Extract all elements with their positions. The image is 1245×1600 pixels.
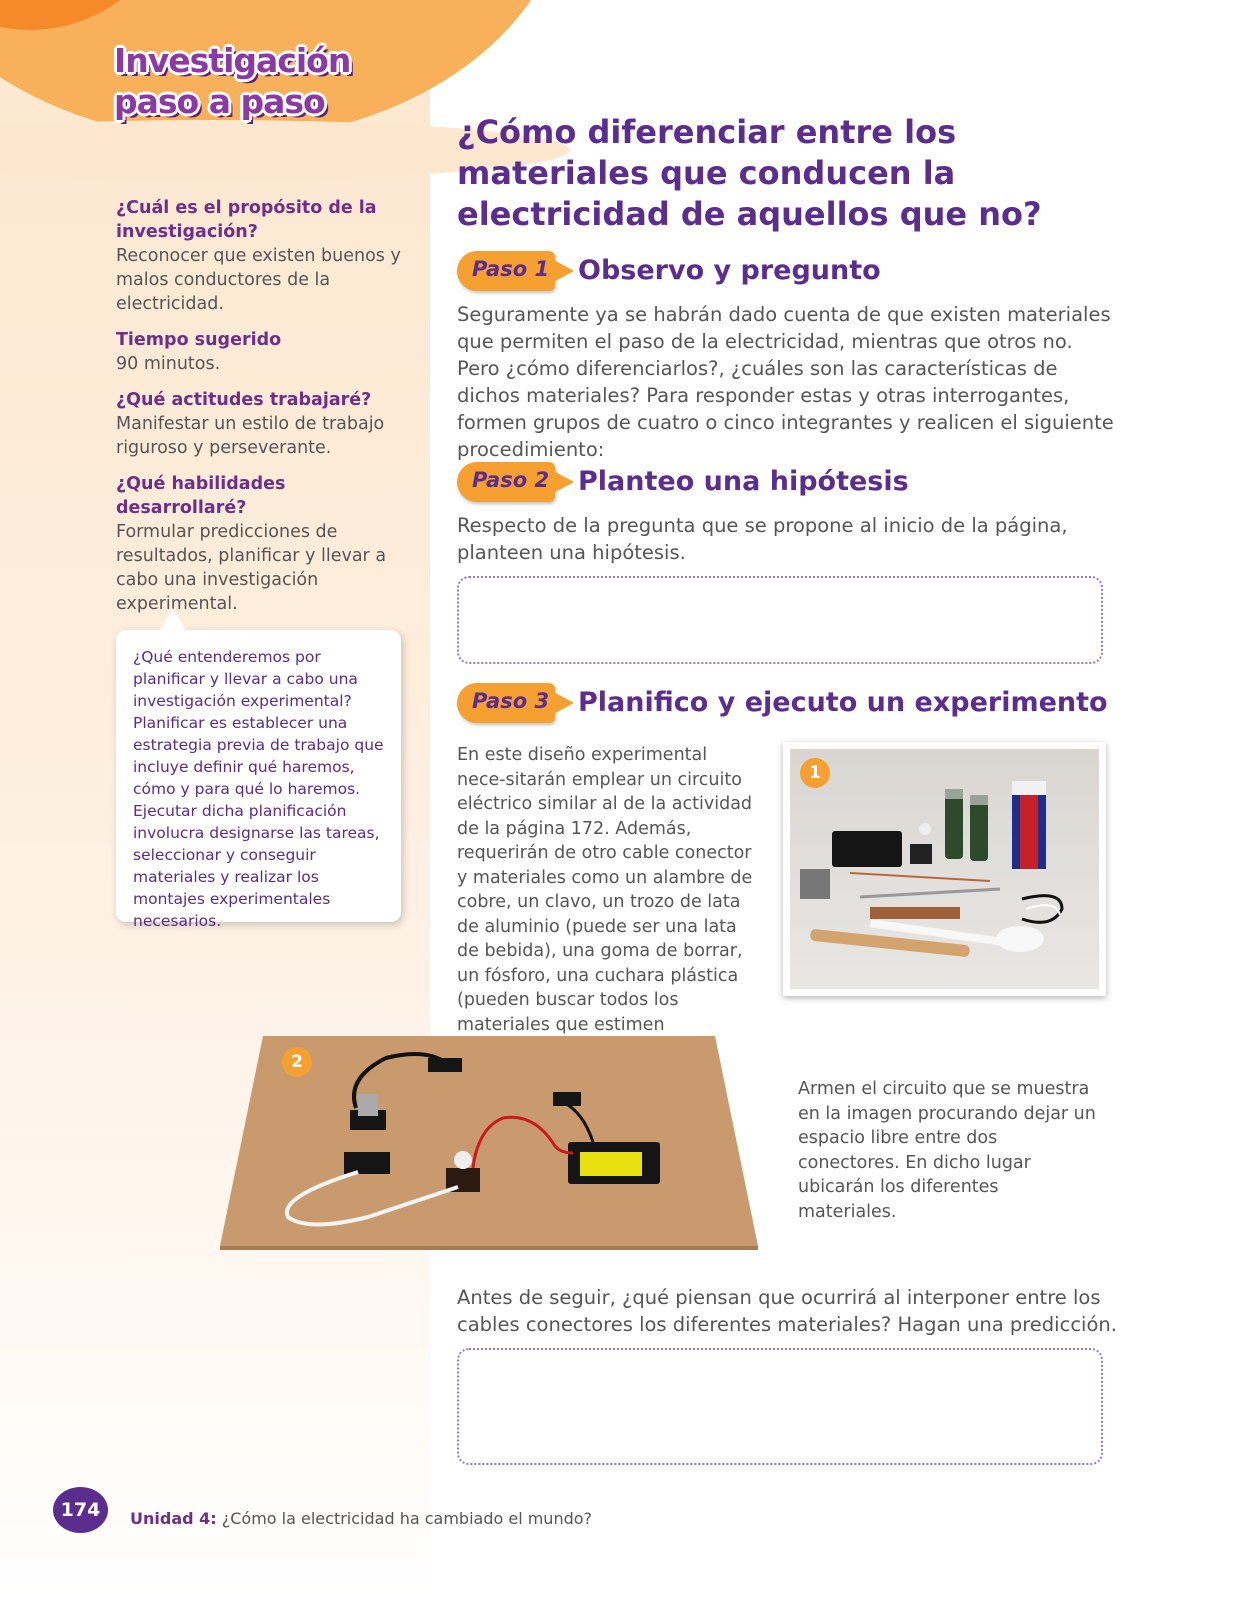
- step3-text: En este diseño experimental nece-sitarán emplear un circuito eléctrico similar al de la actividad de la página 172. Además, requerirán de otro cable conector y materiales como un alambre de cobre, un clavo, un trozo de lata de aluminio (puede ser una lata de bebida), una goma de borrar, un fósforo, una cuchara plástica (pueden buscar todos los materiales que estimen: [457, 745, 753, 1035]
- purpose-answer: Reconocer que existen buenos y malos conductores de la electricidad.: [116, 246, 401, 314]
- footer-unit-title: ¿Cómo la electricidad ha cambiado el mundo?: [221, 1509, 593, 1528]
- attitudes-question: ¿Qué actitudes trabajaré?: [116, 390, 372, 410]
- step1-text: Seguramente ya se habrán dado cuenta de que existen materiales que permiten el paso de la electricidad, mientras que otros no. Pero ¿cómo diferenciarlos?, ¿cuáles son las características de dichos materiales? Para responder estas y otras interrogantes, formen grupos de cuatro o cinco integrantes y realicen el siguiente procedimiento:: [457, 303, 1114, 461]
- circuit-photo: [218, 1032, 763, 1250]
- skills-answer: Formular predicciones de resultados, planificar y llevar a cabo una investigación experimental.: [116, 522, 387, 614]
- skills-question: ¿Qué habilidades desarrollaré?: [116, 474, 286, 518]
- page-number: 174: [53, 1487, 108, 1533]
- step1-arrow-icon: [548, 257, 574, 285]
- step1-title: Observo y pregunto: [578, 255, 881, 286]
- step2-text: Respecto de la pregunta que se propone al inicio de la página, planteen una hipótesis.: [457, 514, 1068, 564]
- hypothesis-answer-box[interactable]: [457, 576, 1103, 664]
- skills-block: [116, 472, 406, 616]
- section-title-line1: Investigación: [114, 41, 351, 80]
- step3-arrow-icon: [548, 689, 574, 717]
- attitudes-block: [116, 388, 406, 460]
- step1-label: Paso 1: [472, 257, 550, 281]
- time-block: [116, 328, 406, 376]
- circuit-instruction-text: Armen el circuito que se muestra en la imagen procurando dejar un espacio libre entre dos conectores. En dicho lugar ubicarán los diferentes materiales.: [798, 1079, 1096, 1222]
- purpose-block: [116, 196, 406, 316]
- info-bubble-tail: [160, 608, 186, 630]
- footer-unit: [130, 1509, 592, 1528]
- section-title: [114, 40, 350, 122]
- time-answer: 90 minutos.: [116, 354, 221, 374]
- prediction-prompt: Antes de seguir, ¿qué piensan que ocurrirá al interponer entre los cables conectores los diferentes materiales? Hagan una predicción.: [457, 1286, 1117, 1336]
- info-bubble-text: ¿Qué entenderemos por planificar y llevar a cabo una investigación experimental? Planificar es establecer una estrategia previa de trabajo que incluye definir qué haremos, cómo y para qué lo haremos. Ejecutar dicha planificación involucra designarse las tareas, seleccionar y conseguir materiales y realizar los montajes experimentales necesarios.: [133, 648, 384, 930]
- step2-arrow-icon: [548, 468, 574, 496]
- step3-title: Planifico y ejecuto un experimento: [578, 687, 1108, 718]
- photo2-number: 2: [282, 1047, 312, 1077]
- purpose-question: ¿Cuál es el propósito de la investigación?: [116, 198, 377, 242]
- footer-unit-label: Unidad 4:: [130, 1509, 217, 1528]
- step2-title: Planteo una hipótesis: [578, 466, 909, 497]
- sidebar-info: [116, 196, 406, 616]
- time-question: Tiempo sugerido: [116, 330, 282, 350]
- step3-label: Paso 3: [472, 689, 550, 713]
- materials-photo-image: [790, 749, 1099, 989]
- photo1-number: 1: [800, 758, 830, 788]
- section-title-line2: paso a paso: [114, 82, 325, 121]
- materials-illustration: [790, 749, 1099, 989]
- page-title: ¿Cómo diferenciar entre los materiales que conducen la electricidad de aquellos que no?: [457, 113, 1042, 233]
- attitudes-answer: Manifestar un estilo de trabajo riguroso y perseverante.: [116, 414, 385, 458]
- materials-photo: [783, 742, 1106, 996]
- step2-label: Paso 2: [472, 468, 550, 492]
- prediction-answer-box[interactable]: [457, 1348, 1103, 1465]
